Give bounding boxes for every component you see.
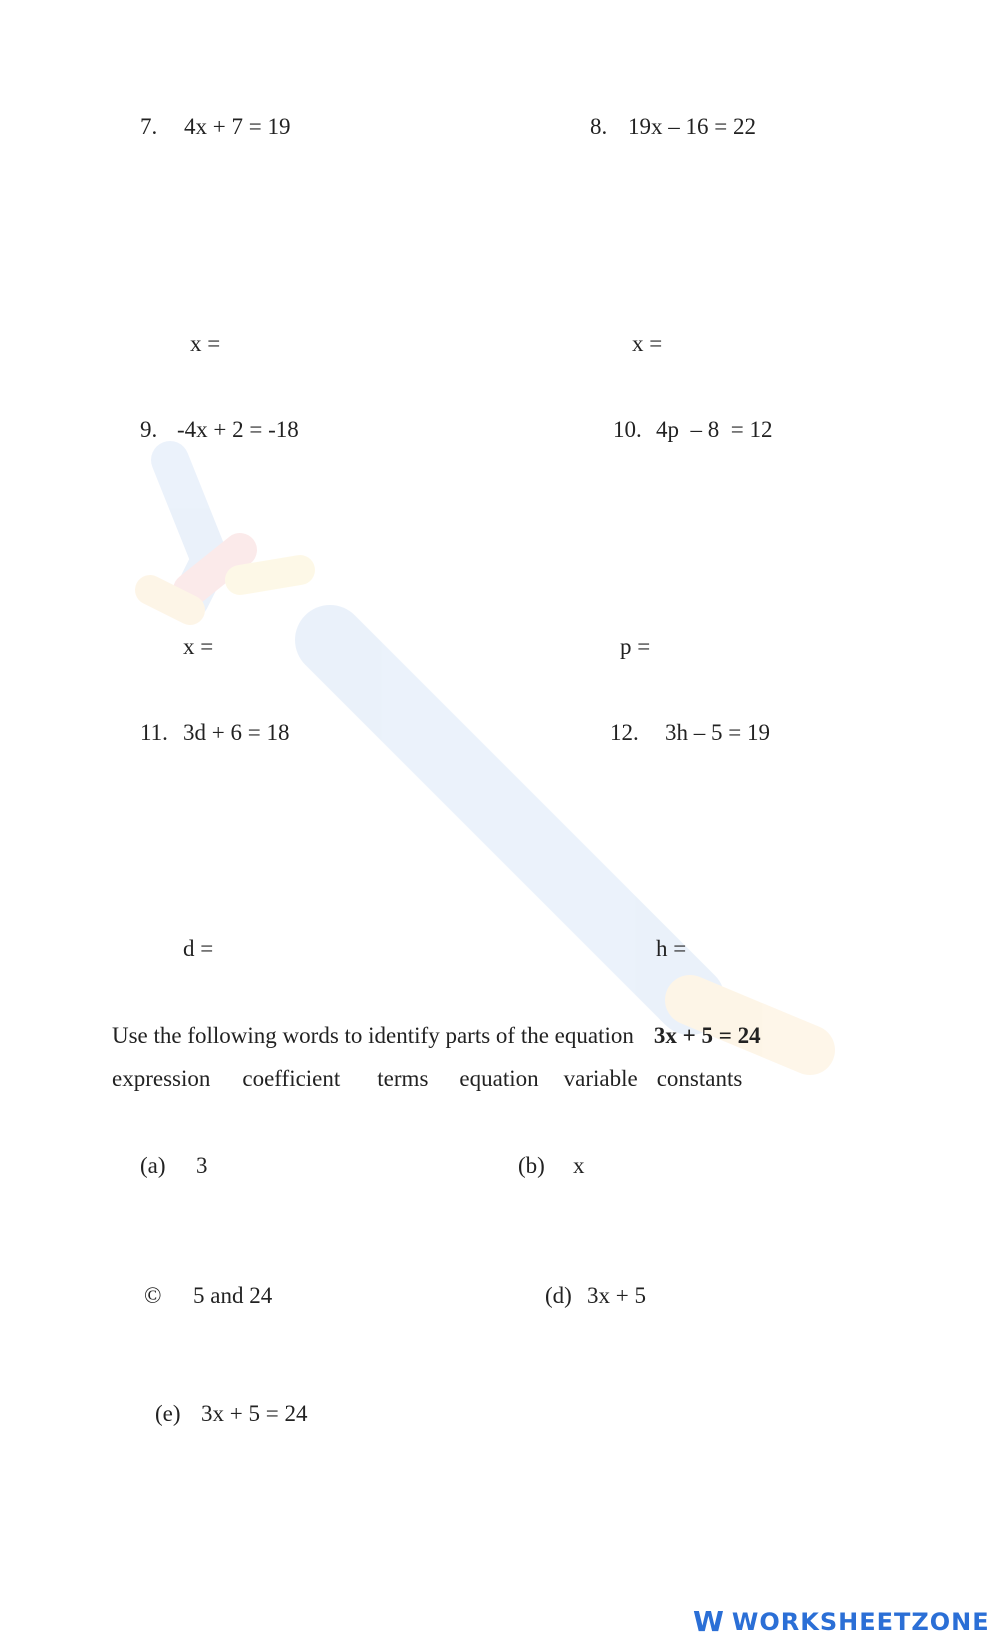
problem-number: 11. xyxy=(140,720,168,745)
part-e xyxy=(155,1400,307,1428)
part-label: (e) xyxy=(155,1401,181,1426)
problem-number: 7. xyxy=(140,114,158,139)
word-terms: terms xyxy=(377,1066,429,1091)
part-label: (b) xyxy=(518,1153,545,1178)
problem-equation: 3d + 6 = 18 xyxy=(183,720,290,745)
problem-11 xyxy=(140,719,289,747)
word-bank xyxy=(112,1065,742,1093)
problem-8 xyxy=(590,113,756,141)
problem-equation: 4x + 7 = 19 xyxy=(184,114,291,139)
problem-equation: 19x – 16 = 22 xyxy=(628,114,756,139)
part-value: 3 xyxy=(196,1153,208,1178)
part-a xyxy=(140,1152,208,1180)
problem-number: 9. xyxy=(140,417,158,442)
answer-10: p = xyxy=(620,634,651,659)
identify-instruction: Use the following words to identify parts of the equation xyxy=(112,1023,634,1048)
problem-7 xyxy=(140,113,290,141)
logo-brand: WORKSHEETZONE xyxy=(731,1607,990,1636)
worksheetzone-logo xyxy=(693,1605,990,1638)
part-d xyxy=(545,1282,646,1310)
word-expression: expression xyxy=(112,1066,211,1091)
word-variable: variable xyxy=(563,1066,638,1091)
problem-equation: -4x + 2 = -18 xyxy=(177,417,299,442)
part-value: x xyxy=(573,1153,585,1178)
part-value: 3x + 5 = 24 xyxy=(201,1401,308,1426)
problem-9 xyxy=(140,416,299,444)
problem-equation: 3h – 5 = 19 xyxy=(665,720,770,745)
word-coefficient: coefficient xyxy=(242,1066,341,1091)
problem-number: 12. xyxy=(610,720,639,745)
answer-11: d = xyxy=(183,936,214,961)
identify-equation: 3x + 5 = 24 xyxy=(653,1023,761,1048)
identify-instruction-line xyxy=(112,1022,761,1050)
problem-equation: 4p – 8 = 12 xyxy=(656,417,773,442)
part-label: (a) xyxy=(140,1153,166,1178)
logo-mark: W xyxy=(693,1605,722,1638)
problem-number: 8. xyxy=(590,114,608,139)
word-equation: equation xyxy=(459,1066,539,1091)
part-b xyxy=(518,1152,585,1180)
part-value: 5 and 24 xyxy=(193,1283,273,1308)
answer-7: x = xyxy=(190,331,221,356)
problem-number: 10. xyxy=(613,417,642,442)
answer-12: h = xyxy=(656,936,687,961)
part-c xyxy=(144,1282,272,1310)
watermark-graphic xyxy=(130,440,890,1120)
problem-12 xyxy=(610,719,770,747)
part-value: 3x + 5 xyxy=(587,1283,646,1308)
answer-8: x = xyxy=(632,331,663,356)
problem-10 xyxy=(613,416,772,444)
answer-9: x = xyxy=(183,634,214,659)
part-label: © xyxy=(144,1283,162,1308)
word-constants: constants xyxy=(656,1066,743,1091)
part-label: (d) xyxy=(545,1283,572,1308)
